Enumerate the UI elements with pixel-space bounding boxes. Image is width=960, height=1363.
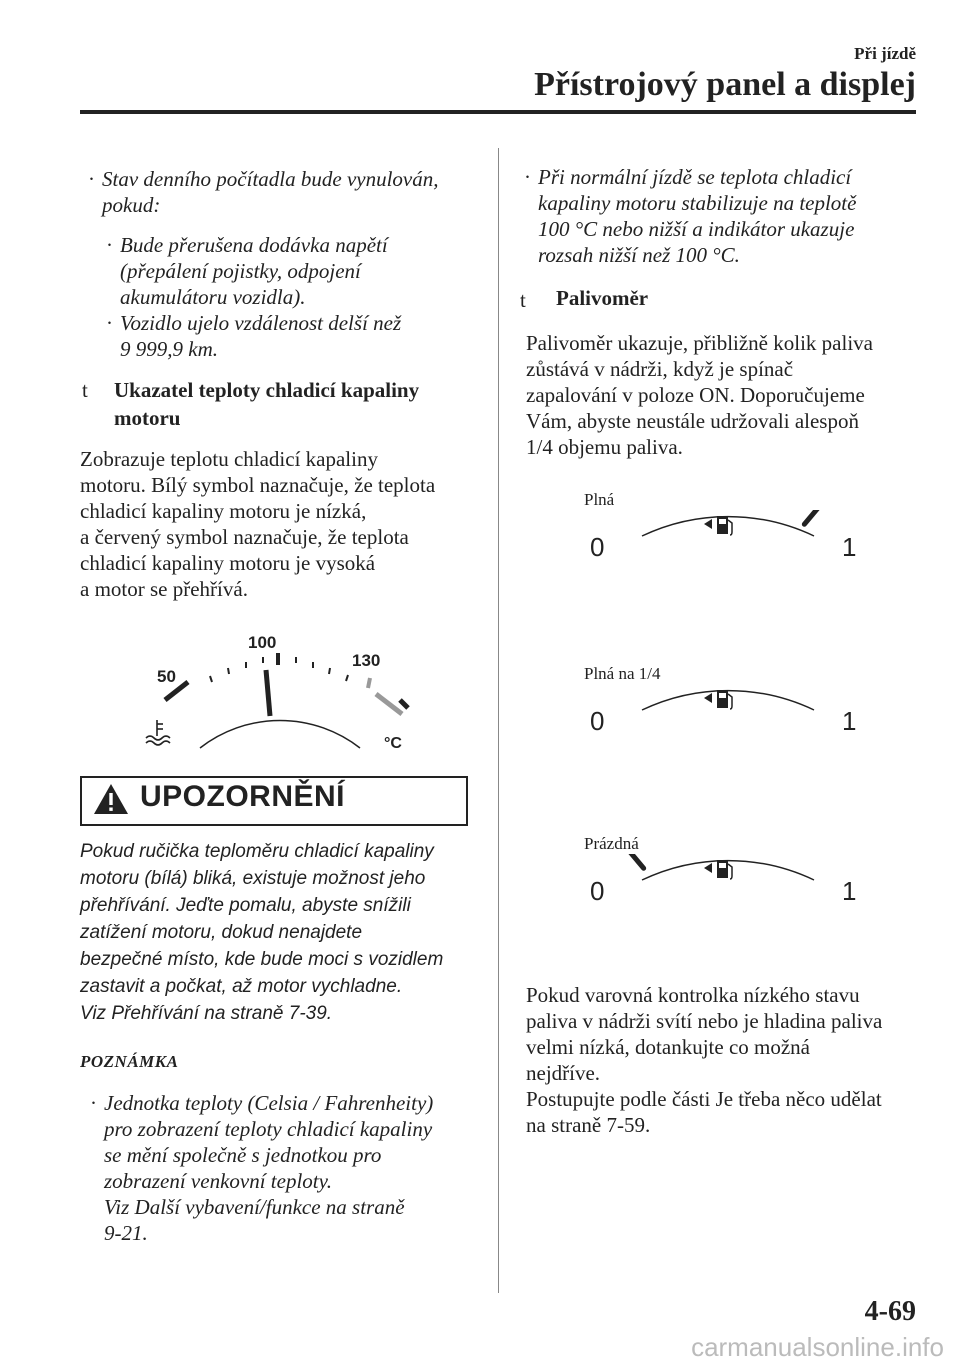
para-line: chladicí kapaliny motoru je vysoká xyxy=(80,551,376,575)
section-marker: t xyxy=(82,378,88,402)
page-number: 4-69 xyxy=(864,1296,916,1327)
warning-title: UPOZORNĚNÍ xyxy=(140,780,346,813)
para-line: Vám, abyste neustále udržovali alespoň xyxy=(526,409,859,433)
watermark: carmanualsonline.info xyxy=(691,1332,944,1362)
fuel-closing-paragraph xyxy=(526,982,882,1138)
para-line: a motor se přehřívá. xyxy=(80,577,248,601)
note-line: 9-21. xyxy=(104,1221,148,1245)
fuel-label-one: 1 xyxy=(842,876,857,906)
coolant-temp-gauge xyxy=(130,620,430,760)
section-label: Při jízdě xyxy=(854,44,916,63)
fuel-gauge-empty xyxy=(584,854,864,964)
note-title: POZNÁMKA xyxy=(80,1052,179,1071)
fuel-label-zero: 0 xyxy=(590,876,605,906)
fuel-paragraph xyxy=(526,330,873,460)
note-line: pro zobrazení teploty chladicí kapaliny xyxy=(104,1117,433,1141)
warning-body xyxy=(80,838,480,1027)
tick-hot xyxy=(376,694,402,714)
warning-line: zastavit a počkat, až motor vychladne. xyxy=(80,976,403,997)
sub-bullet-line: Bude přerušena dodávka napětí xyxy=(120,233,388,257)
sub-bullet-line: akumulátoru vozidla). xyxy=(120,285,306,309)
fuel-heading: Palivoměr xyxy=(556,286,649,310)
sub-bullet-line: (přepálení pojistky, odpojení xyxy=(120,259,361,283)
bullet-line: rozsah nižší než 100 °C. xyxy=(538,243,740,267)
fuel-needle xyxy=(597,854,643,868)
tick-hot xyxy=(368,678,370,688)
para-line: nejdříve. xyxy=(526,1061,601,1085)
note-body: · Jednotka teploty (Celsia / Fahrenheity) pro zobrazení teploty chladicí kapaliny se mění společně s jednotkou pro zobrazení venkovní teploty. Viz Další vybavení/funkce na straně 9-21. xyxy=(90,1091,434,1245)
fuel-label-empty: Prázdná xyxy=(584,834,639,853)
gauge-label-low: 50 xyxy=(157,667,176,686)
para-line: 1/4 objemu paliva. xyxy=(526,435,683,459)
bullet-line: pokud: xyxy=(102,193,161,217)
note-line: Jednotka teploty (Celsia / Fahrenheity) xyxy=(104,1091,434,1115)
para-line: Pokud varovná kontrolka nízkého stavu xyxy=(526,983,860,1007)
para-line: zapalování v poloze ON. Doporučujeme xyxy=(526,383,865,407)
fuel-label-zero: 0 xyxy=(590,532,605,562)
fuel-gauge-quarter xyxy=(584,684,864,794)
warning-line: přehřívání. Jeďte pomalu, abyste snížili xyxy=(80,895,411,916)
para-line: paliva v nádrži svítí nebo je hladina paliva xyxy=(526,1009,883,1033)
para-line: motoru. Bílý symbol naznačuje, že teplota xyxy=(80,473,436,497)
para-line: zůstává v nádrži, když je spínač xyxy=(526,357,794,381)
warning-line: Pokud ručička teploměru chladicí kapaliny xyxy=(80,841,434,862)
column-divider xyxy=(498,148,499,1293)
gauge-unit: °C xyxy=(384,735,402,752)
para-line: na straně 7-59. xyxy=(526,1113,651,1137)
note-line: zobrazení venkovní teploty. xyxy=(104,1169,333,1193)
sub-bullet-power: · Bude přerušena dodávka napětí (přepálení pojistky, odpojení akumulátoru vozidla). xyxy=(106,233,388,309)
bullet-line: Při normální jízdě se teplota chladicí xyxy=(538,165,852,189)
bullet-line: kapaliny motoru stabilizuje na teplotě xyxy=(538,191,857,215)
fuel-pump-icon xyxy=(704,860,732,879)
fuel-needle xyxy=(804,510,850,524)
heading-line: motoru xyxy=(114,406,181,430)
gauge-arc xyxy=(200,720,360,748)
fuel-label-full: Plná xyxy=(584,490,615,509)
warning-triangle-icon xyxy=(92,782,130,816)
page-title: Přístrojový panel a displej xyxy=(534,66,916,103)
para-line: Postupujte podle části Je třeba něco udělat xyxy=(526,1087,882,1111)
note-line: Viz Další vybavení/funkce na straně xyxy=(104,1195,405,1219)
warning-line: zatížení motoru, dokud nenajdete xyxy=(80,922,363,943)
tick-minor xyxy=(228,668,229,674)
tick-minor xyxy=(210,676,212,682)
fuel-label-quarter: Plná na 1/4 xyxy=(584,664,661,683)
bullet-normal-driving: · Při normální jízdě se teplota chladicí kapaliny motoru stabilizuje na teplotě 100 °C nebo nižší a indikátor ukazuje rozsah nižší než 100 °C. xyxy=(524,165,857,267)
header-rule xyxy=(80,110,916,114)
fuel-pump-icon xyxy=(704,516,732,535)
gauge-label-mid: 100 xyxy=(248,633,277,652)
bullet-line: 100 °C nebo nižší a indikátor ukazuje xyxy=(538,217,855,241)
sub-bullet-line: Vozidlo ujelo vzdálenost delší než xyxy=(120,311,402,335)
bullet-trip-reset: · Stav denního počítadla bude vynulován, pokud: xyxy=(88,167,439,217)
para-line: velmi nízká, dotankujte co možná xyxy=(526,1035,810,1059)
para-line: Zobrazuje teplotu chladicí kapaliny xyxy=(80,447,378,471)
warning-line-ref: Viz Přehřívání na straně 7-39. xyxy=(80,1003,333,1024)
heading-line: Ukazatel teploty chladicí kapaliny xyxy=(114,378,420,402)
para-line: Palivoměr ukazuje, přibližně kolik paliva xyxy=(526,331,873,355)
warning-line: motoru (bílá) bliká, existuje možnost jeho xyxy=(80,868,426,889)
gauge-label-high: 130 xyxy=(352,651,381,670)
warning-line: bezpečné místo, kde bude moci s vozidlem xyxy=(80,949,444,970)
bullet-line: Stav denního počítadla bude vynulován, xyxy=(102,167,439,191)
fuel-label-one: 1 xyxy=(842,706,857,736)
para-line: chladicí kapaliny motoru je nízká, xyxy=(80,499,367,523)
section-marker: t xyxy=(520,288,526,312)
fuel-label-one: 1 xyxy=(842,532,857,562)
para-line: a červený symbol naznačuje, že teplota xyxy=(80,525,409,549)
note-line: se mění společně s jednotkou pro xyxy=(104,1143,382,1167)
tick-hot-end xyxy=(400,700,408,708)
fuel-pump-icon xyxy=(704,690,732,709)
gauge-needle xyxy=(266,670,270,716)
fuel-gauge-full xyxy=(584,510,864,620)
tick-minor xyxy=(346,675,348,681)
fuel-label-zero: 0 xyxy=(590,706,605,736)
sub-bullet-distance: · Vozidlo ujelo vzdálenost delší než 9 999,9 km. xyxy=(106,311,402,361)
coolant-heading xyxy=(114,376,419,432)
tick-minor xyxy=(329,668,330,674)
coolant-temp-icon xyxy=(146,720,170,745)
coolant-paragraph xyxy=(80,446,435,602)
sub-bullet-line: 9 999,9 km. xyxy=(120,337,218,361)
